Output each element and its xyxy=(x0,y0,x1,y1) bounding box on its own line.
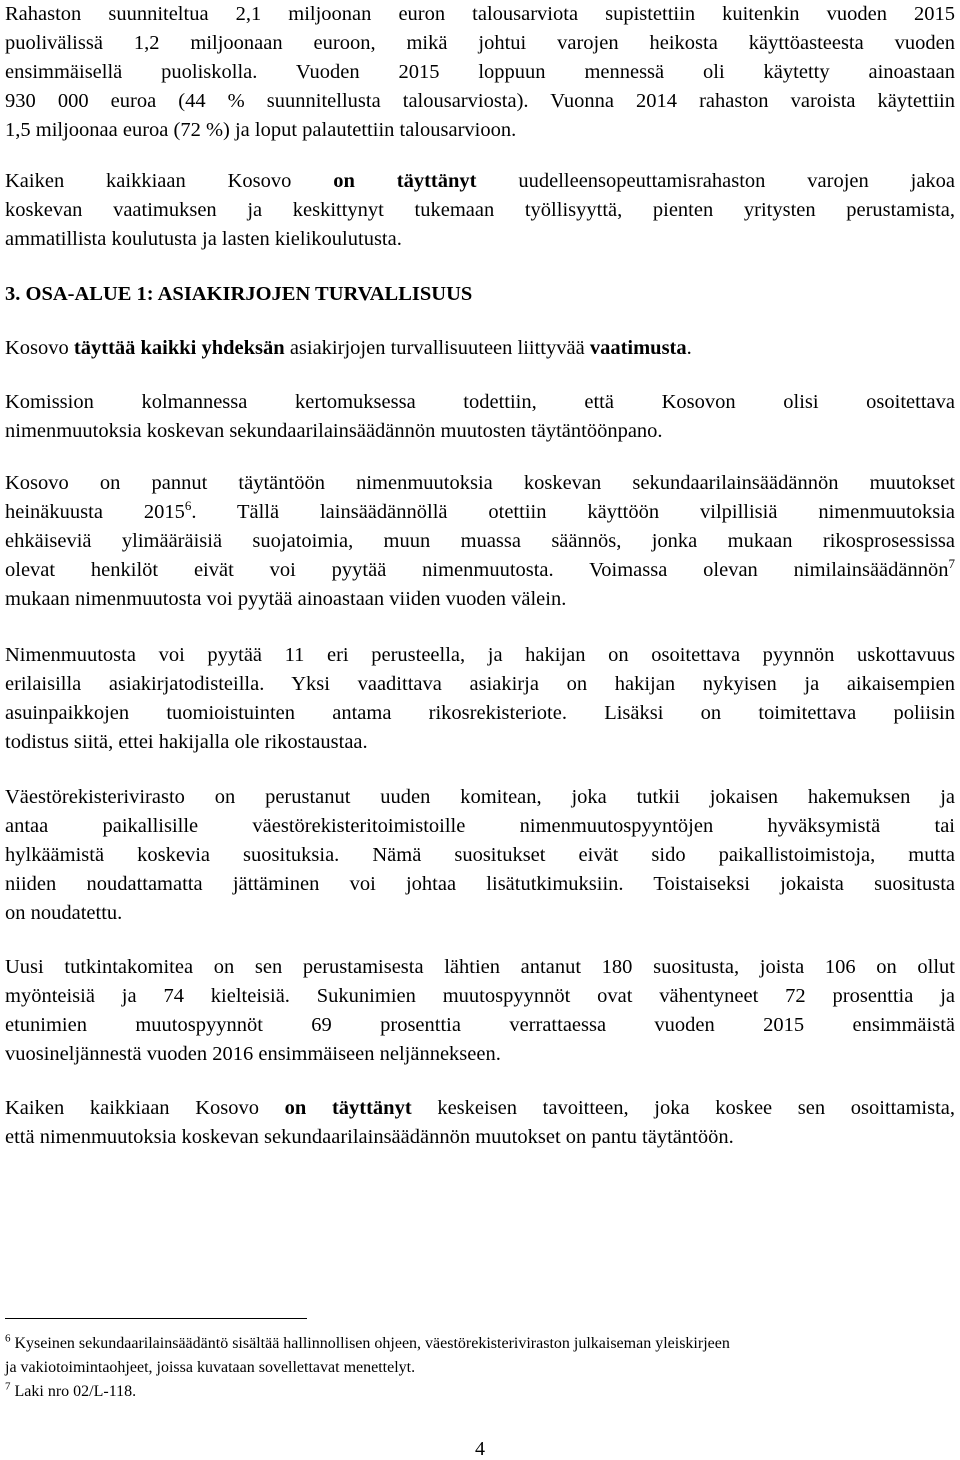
text-line: 1,5 miljoonaa euroa (72 %) ja loput palautettiin talousarvioon. xyxy=(5,119,517,141)
text-line: erilaisilla asiakirjatodisteilla. Yksi vaadittava asiakirja on hakijan nykyisen ja aikaisempien xyxy=(5,673,955,695)
text-line: myönteisiä ja 74 kielteisiä. Sukunimien muutospyynnöt ovat vähentyneet 72 prosenttia ja xyxy=(5,985,955,1007)
footnote-ref-6: 6 xyxy=(184,498,192,514)
text-line: Kosovo on pannut täytäntöön nimenmuutoksia koskevan sekundaarilainsäädännön muutokset xyxy=(5,472,955,494)
text-line: Kaiken kaikkiaan Kosovo on täyttänyt uudelleensopeuttamisrahaston varojen jakoa xyxy=(5,170,956,192)
bold-fulfilled: on täyttänyt xyxy=(284,1097,412,1119)
paragraph-name-change-implementation xyxy=(5,469,955,614)
text-line: ehkäiseviä ylimääräisiä suojatoimia, muun muassa säännös, jonka mukaan rikosprosessissa xyxy=(5,530,955,552)
footnote-number: 6 xyxy=(5,1332,11,1345)
text-line: hylkäämistä koskevia suosituksia. Nämä suositukset eivät sido paikallistoimistoja, mutta xyxy=(5,844,955,866)
page-number: 4 xyxy=(475,1438,485,1460)
text-line: Rahaston suunniteltua 2,1 miljoonan euron talousarviota supistettiin kuitenkin vuoden 2015 xyxy=(5,3,955,25)
text-line: nimenmuutoksia koskevan sekundaarilainsäädännön muutosten täytäntöönpano. xyxy=(5,420,663,442)
text-line: olevat henkilöt eivät voi pyytää nimenmuutosta. Voimassa olevan nimilainsäädännön$^7$ xyxy=(5,556,955,581)
text-line: ammatillista koulutusta ja lasten kielikoulutusta. xyxy=(5,228,402,250)
section-heading: 3. OSA-ALUE 1: ASIAKIRJOJEN TURVALLISUUS xyxy=(5,283,473,305)
text-line: on noudatettu. xyxy=(5,902,123,924)
text-line: etunimien muutospyynnöt 69 prosenttia verrattaessa vuoden 2015 ensimmäistä xyxy=(5,1014,955,1036)
text-line: 930 000 euroa (44 % suunnitellusta talousarviosta). Vuonna 2014 rahaston varoista käytettiin xyxy=(5,90,955,112)
bold-fulfilled: on täyttänyt xyxy=(333,170,477,192)
paragraph-commission-report xyxy=(5,388,955,446)
footnote-number: 7 xyxy=(5,1380,11,1393)
text-line: mukaan nimenmuutosta voi pyytää ainoastaan viiden vuoden välein. xyxy=(5,588,567,610)
paragraph-overall-conclusion xyxy=(5,1094,955,1152)
text-line: asuinpaikkojen tuomioistuinten antama rikosrekisteriote. Lisäksi on toimitettava poliisin xyxy=(5,702,955,724)
text-line: todistus siitä, ettei hakijalla ole rikostaustaa. xyxy=(5,731,368,753)
text-line: heinäkuusta 2015$^6$. Tällä lainsäädännöllä otettiin käyttöön vilpillisiä nimenmuutoksia xyxy=(5,498,955,523)
text-line: Nimenmuutosta voi pyytää 11 eri perusteella, ja hakijan on osoitettava pyynnön uskottavuus xyxy=(5,644,955,666)
footnote-ref-7: 7 xyxy=(948,556,955,572)
footnote-6: $^6$ Kyseinen sekundaarilainsäädäntö sisältää hallinnollisen ohjeen, väestörekisteriviraston julkaiseman yleiskirjeen xyxy=(5,1332,730,1352)
footnote-separator xyxy=(5,1318,307,1319)
paragraph-investigation-committee-stats xyxy=(5,953,955,1069)
text-line: niiden noudattamatta jättäminen voi johtaa lisätutkimuksiin. Toistaiseksi jokaista suositusta xyxy=(5,873,955,895)
text-line: Väestörekisterivirasto on perustanut uuden komitean, joka tutkii jokaisen hakemuksen ja xyxy=(5,786,955,808)
text-line: Uusi tutkintakomitea on sen perustamisesta lähtien antanut 180 suositusta, joista 106 on ollut xyxy=(5,956,955,978)
paragraph-civil-registry-committee xyxy=(5,783,955,928)
text-line: Kaiken kaikkiaan Kosovo on täyttänyt keskeisen tavoitteen, joka koskee sen osoittamista, xyxy=(5,1097,955,1119)
footnote-7: $^7$ Laki nro 02/L-118. xyxy=(5,1380,137,1400)
paragraph-reintegration-summary xyxy=(5,167,955,254)
text-line: antaa paikallisille väestörekisteritoimistoille nimenmuutospyyntöjen hyväksymistä tai xyxy=(5,815,955,837)
paragraph-fund-budget xyxy=(5,0,955,145)
text-line: Kosovo täyttää kaikki yhdeksän asiakirjojen turvallisuuteen liittyvää vaatimusta. xyxy=(5,337,692,359)
text-line: koskevan vaatimuksen ja keskittynyt tukemaan työllisyyttä, pienten yritysten perustamista, xyxy=(5,199,955,221)
text-line: vuosineljännestä vuoden 2016 ensimmäiseen neljännekseen. xyxy=(5,1043,501,1065)
paragraph-requirements-status xyxy=(5,334,955,363)
text-line: ensimmäisellä puoliskolla. Vuoden 2015 loppuun mennessä oli käytetty ainoastaan xyxy=(5,61,955,83)
footnote-6-continued: ja vakiotoimintaohjeet, joissa kuvataan sovellettavat menettelyt. xyxy=(5,1359,416,1376)
text-line: Komission kolmannessa kertomuksessa todettiin, että Kosovon olisi osoitettava xyxy=(5,391,955,413)
text-line: puolivälissä 1,2 miljoonaan euroon, mikä johtui varojen heikosta käyttöasteesta vuoden xyxy=(5,32,955,54)
text-line: että nimenmuutoksia koskevan sekundaarilainsäädännön muutokset on pantu täytäntöön. xyxy=(5,1126,734,1148)
paragraph-name-change-grounds xyxy=(5,641,955,757)
